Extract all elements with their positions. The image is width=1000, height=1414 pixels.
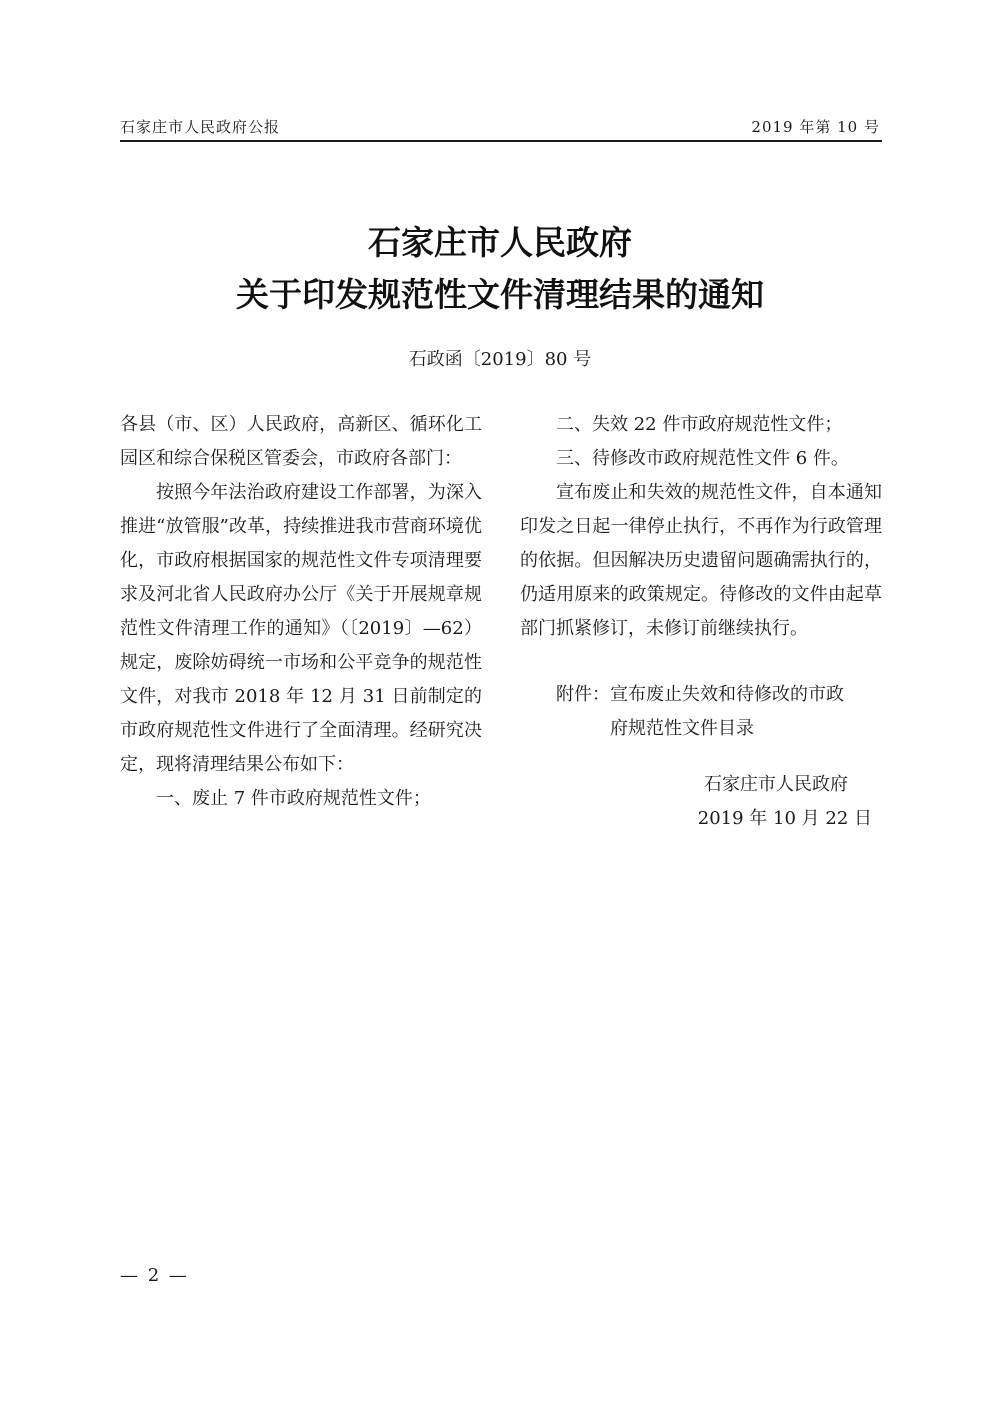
addressee: 各县（市、区）人民政府，高新区、循环化工园区和综合保税区管委会，市政府各部门： bbox=[120, 414, 482, 469]
body-left-column bbox=[120, 408, 482, 816]
document-number: 石政函〔2019〕80 号 bbox=[408, 349, 592, 370]
body-right-column bbox=[520, 408, 882, 836]
document-title-line2: 关于印发规范性文件清理结果的通知 bbox=[236, 275, 764, 314]
attachment-label: 附件：宣布废止失效和待修改的市政 bbox=[556, 684, 844, 705]
signature-date: 2019 年 10 月 22 日 bbox=[697, 808, 872, 829]
header-divider bbox=[120, 140, 882, 142]
signature-organization: 石家庄市人民政府 bbox=[704, 774, 848, 795]
body-paragraph-1: 按照今年法治政府建设工作部署，为深入推进“放管服”改革，持续推进我市营商环境优化，市政府根据国家的规范性文件专项清理要求及河北省人民政府办公厅《关于开展规章规范性文件清理工作的通知》（〔2019〕—62）规定，废除妨碍统一市场和公平竞争的规范性文件，对我市 2018 年 12 月 31 日前制定的市政府规范性文件进行了全面清理。经研究决定，现将清理结果公布如下： bbox=[120, 482, 482, 775]
issue-number: 2019 年第 10 号 bbox=[751, 118, 880, 136]
spacer bbox=[520, 746, 882, 768]
page-number: — 2 — bbox=[120, 1265, 189, 1286]
publication-name: 石家庄市人民政府公报 bbox=[120, 118, 281, 136]
body-paragraph-2: 宣布废止和失效的规范性文件，自本通知印发之日起一律停止执行，不再作为行政管理的依据。但因解决历史遗留问题确需执行的，仍适用原来的政策规定。待修改的文件由起草部门抓紧修订，未修订前继续执行。 bbox=[520, 482, 882, 639]
list-item-repealed: 一、废止 7 件市政府规范性文件； bbox=[156, 788, 431, 809]
attachment-label-continued: 府规范性文件目录 bbox=[610, 718, 754, 739]
document-title-line1: 石家庄市人民政府 bbox=[368, 223, 632, 262]
list-item-invalidated: 二、失效 22 件市政府规范性文件； bbox=[556, 414, 843, 435]
list-item-to-revise: 三、待修改市政府规范性文件 6 件。 bbox=[556, 448, 849, 469]
spacer bbox=[520, 646, 882, 678]
